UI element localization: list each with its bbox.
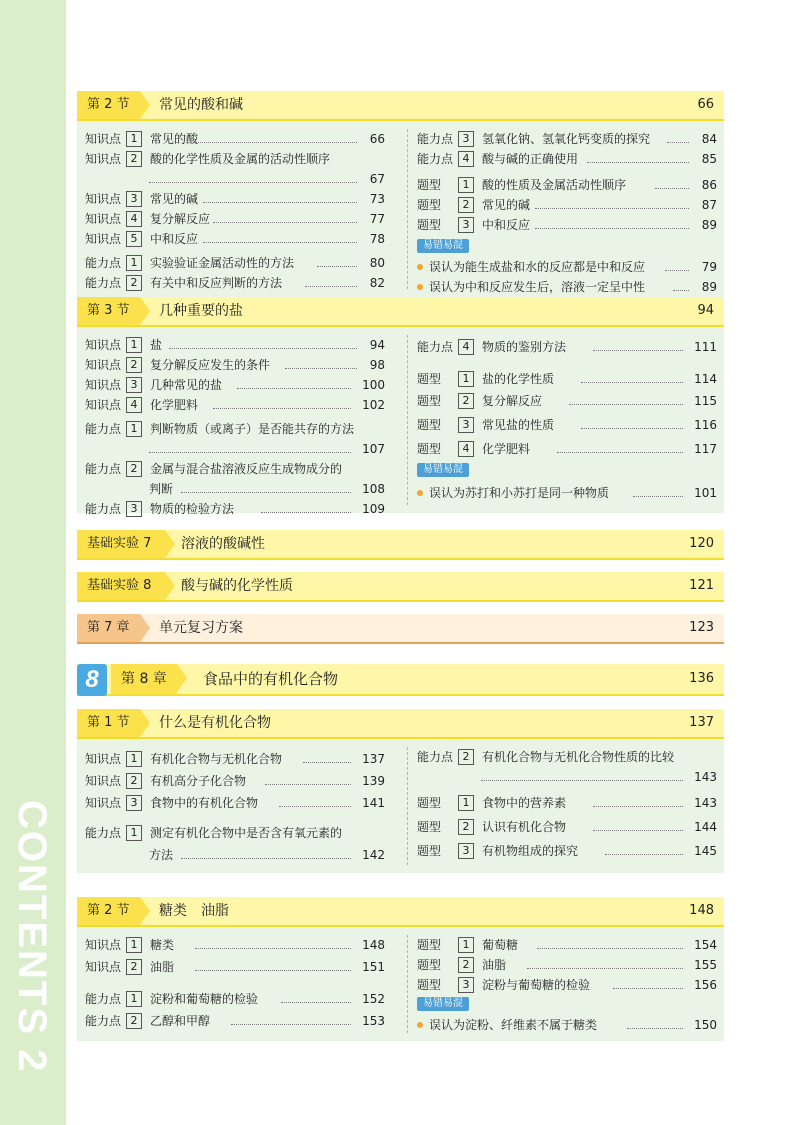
- toc-entry[interactable]: 知识点 1 常见的酸 66: [85, 129, 385, 149]
- section-sugar-fat: [77, 897, 724, 1041]
- toc-entry[interactable]: 知识点 1 糖类 148: [85, 935, 385, 955]
- toc-entry[interactable]: 知识点 3 常见的碱 73: [85, 189, 385, 209]
- toc-entry[interactable]: 知识点 2 酸的化学性质及金属的活动性顺序: [85, 151, 331, 166]
- column-divider: [407, 335, 408, 505]
- toc-entry[interactable]: 能力点 2 有关中和反应判断的方法 82: [85, 273, 385, 293]
- toc-entry[interactable]: 能力点 1 判断物质（或离子）是否能共存的方法: [85, 421, 355, 436]
- section-salts: [77, 297, 724, 516]
- section-header[interactable]: [77, 297, 724, 327]
- toc-entry[interactable]: 能力点 3 氢氧化钠、氢氧化钙变质的探究 84: [417, 129, 717, 149]
- section-body: [77, 739, 724, 873]
- section-header[interactable]: 第 2 节 糖类 油脂 148: [77, 897, 724, 927]
- mistake-tag: 易错易混: [417, 239, 469, 253]
- toc-entry-cont[interactable]: 143: [417, 767, 717, 787]
- section-header[interactable]: 基础实验 8 酸与碱的化学性质 121: [77, 572, 724, 602]
- toc-entry[interactable]: 知识点 3 食物中的有机化合物 141: [85, 793, 385, 813]
- mistake-entry[interactable]: 误认为淀粉、纤维素不属于糖类 150: [417, 1015, 717, 1035]
- toc-entry[interactable]: 题型 2 常见的碱 87: [417, 195, 717, 215]
- experiment-7: [77, 530, 724, 560]
- section-number: 第 2 节: [77, 91, 140, 119]
- toc-entry[interactable]: 题型 1 盐的化学性质 114: [417, 369, 717, 389]
- mistake-tag: 易错易混: [417, 463, 469, 477]
- chapter-7-review: [77, 614, 724, 644]
- toc-entry[interactable]: 能力点 2 乙醇和甲醇 153: [85, 1011, 385, 1031]
- section-body: [77, 327, 724, 516]
- toc-entry[interactable]: 题型 1 葡萄糖 154: [417, 935, 717, 955]
- section-organic: [77, 709, 724, 873]
- chapter-badge: 8: [77, 664, 107, 696]
- side-label: CONTENTS 2: [10, 800, 54, 1074]
- toc-entry[interactable]: 题型 3 常见盐的性质 116: [417, 415, 717, 435]
- toc-entry[interactable]: 能力点 4 物质的鉴别方法 111: [417, 337, 717, 357]
- toc-entry[interactable]: 能力点 2 金属与混合盐溶液反应生成物成分的: [85, 461, 343, 476]
- section-page: 94: [697, 303, 714, 318]
- section-body: [77, 927, 724, 1041]
- section-header[interactable]: 8 第 8 章 食品中的有机化合物 136: [77, 664, 724, 696]
- toc-entry[interactable]: 能力点 4 酸与碱的正确使用 85: [417, 149, 717, 169]
- toc-entry[interactable]: 能力点 1 测定有机化合物中是否含有氧元素的: [85, 825, 343, 840]
- toc-entry[interactable]: 题型 2 油脂 155: [417, 955, 717, 975]
- toc-entry[interactable]: 能力点 1 实验验证金属活动性的方法 80: [85, 253, 385, 273]
- toc-entry-cont[interactable]: 67: [85, 169, 385, 189]
- toc-entry[interactable]: 题型 1 食物中的营养素 143: [417, 793, 717, 813]
- section-number: 第 3 节: [77, 297, 140, 325]
- toc-entry[interactable]: 知识点 2 复分解反应发生的条件 98: [85, 355, 385, 375]
- toc-entry[interactable]: 知识点 4 复分解反应 77: [85, 209, 385, 229]
- toc-entry[interactable]: 题型 3 中和反应 89: [417, 215, 717, 235]
- column-divider: [407, 747, 408, 865]
- toc-entry[interactable]: 知识点 3 几种常见的盐 100: [85, 375, 385, 395]
- section-header[interactable]: 基础实验 7 溶液的酸碱性 120: [77, 530, 724, 560]
- mistake-entry[interactable]: 误认为能生成盐和水的反应都是中和反应 79: [417, 257, 717, 277]
- toc-entry[interactable]: 能力点 1 淀粉和葡萄糖的检验 152: [85, 989, 385, 1009]
- toc-entry-cont[interactable]: 判断 108: [85, 479, 385, 499]
- section-header[interactable]: [77, 91, 724, 121]
- toc-entry[interactable]: 题型 2 复分解反应 115: [417, 391, 717, 411]
- column-divider: [407, 935, 408, 1033]
- mistake-tag: 易错易混: [417, 997, 469, 1011]
- toc-entry[interactable]: 知识点 2 油脂 151: [85, 957, 385, 977]
- toc-entry[interactable]: 知识点 2 有机高分子化合物 139: [85, 771, 385, 791]
- toc-entry[interactable]: 知识点 1 盐 94: [85, 335, 385, 355]
- toc-entry[interactable]: 题型 3 淀粉与葡萄糖的检验 156: [417, 975, 717, 995]
- section-title: 几种重要的盐: [159, 303, 243, 319]
- section-acid-base: [77, 91, 724, 297]
- mistake-entry[interactable]: 误认为苏打和小苏打是同一种物质 101: [417, 483, 717, 503]
- mistake-entry[interactable]: 误认为中和反应发生后，溶液一定呈中性 89: [417, 277, 717, 297]
- toc-entry[interactable]: 能力点 2 有机化合物与无机化合物性质的比较: [417, 749, 675, 764]
- section-title: 常见的酸和碱: [159, 97, 243, 113]
- toc-entry[interactable]: 题型 1 酸的性质及金属活动性顺序 86: [417, 175, 717, 195]
- toc-entry[interactable]: 知识点 5 中和反应 78: [85, 229, 385, 249]
- experiment-8: [77, 572, 724, 602]
- toc-entry-cont[interactable]: 方法 142: [85, 845, 385, 865]
- chapter-8-header: [77, 664, 724, 696]
- toc-entry[interactable]: 能力点 3 物质的检验方法 109: [85, 499, 385, 519]
- section-header[interactable]: 第 7 章 单元复习方案 123: [77, 614, 724, 644]
- section-header[interactable]: 第 1 节 什么是有机化合物 137: [77, 709, 724, 739]
- toc-entry[interactable]: 题型 4 化学肥料 117: [417, 439, 717, 459]
- toc-entry[interactable]: 题型 2 认识有机化合物 144: [417, 817, 717, 837]
- section-page: 66: [697, 97, 714, 112]
- toc-entry-cont[interactable]: 107: [85, 439, 385, 459]
- section-body: [77, 121, 724, 297]
- toc-entry[interactable]: 题型 3 有机物组成的探究 145: [417, 841, 717, 861]
- toc-entry[interactable]: 知识点 1 有机化合物与无机化合物 137: [85, 749, 385, 769]
- toc-entry[interactable]: 知识点 4 化学肥料 102: [85, 395, 385, 415]
- column-divider: [407, 129, 408, 289]
